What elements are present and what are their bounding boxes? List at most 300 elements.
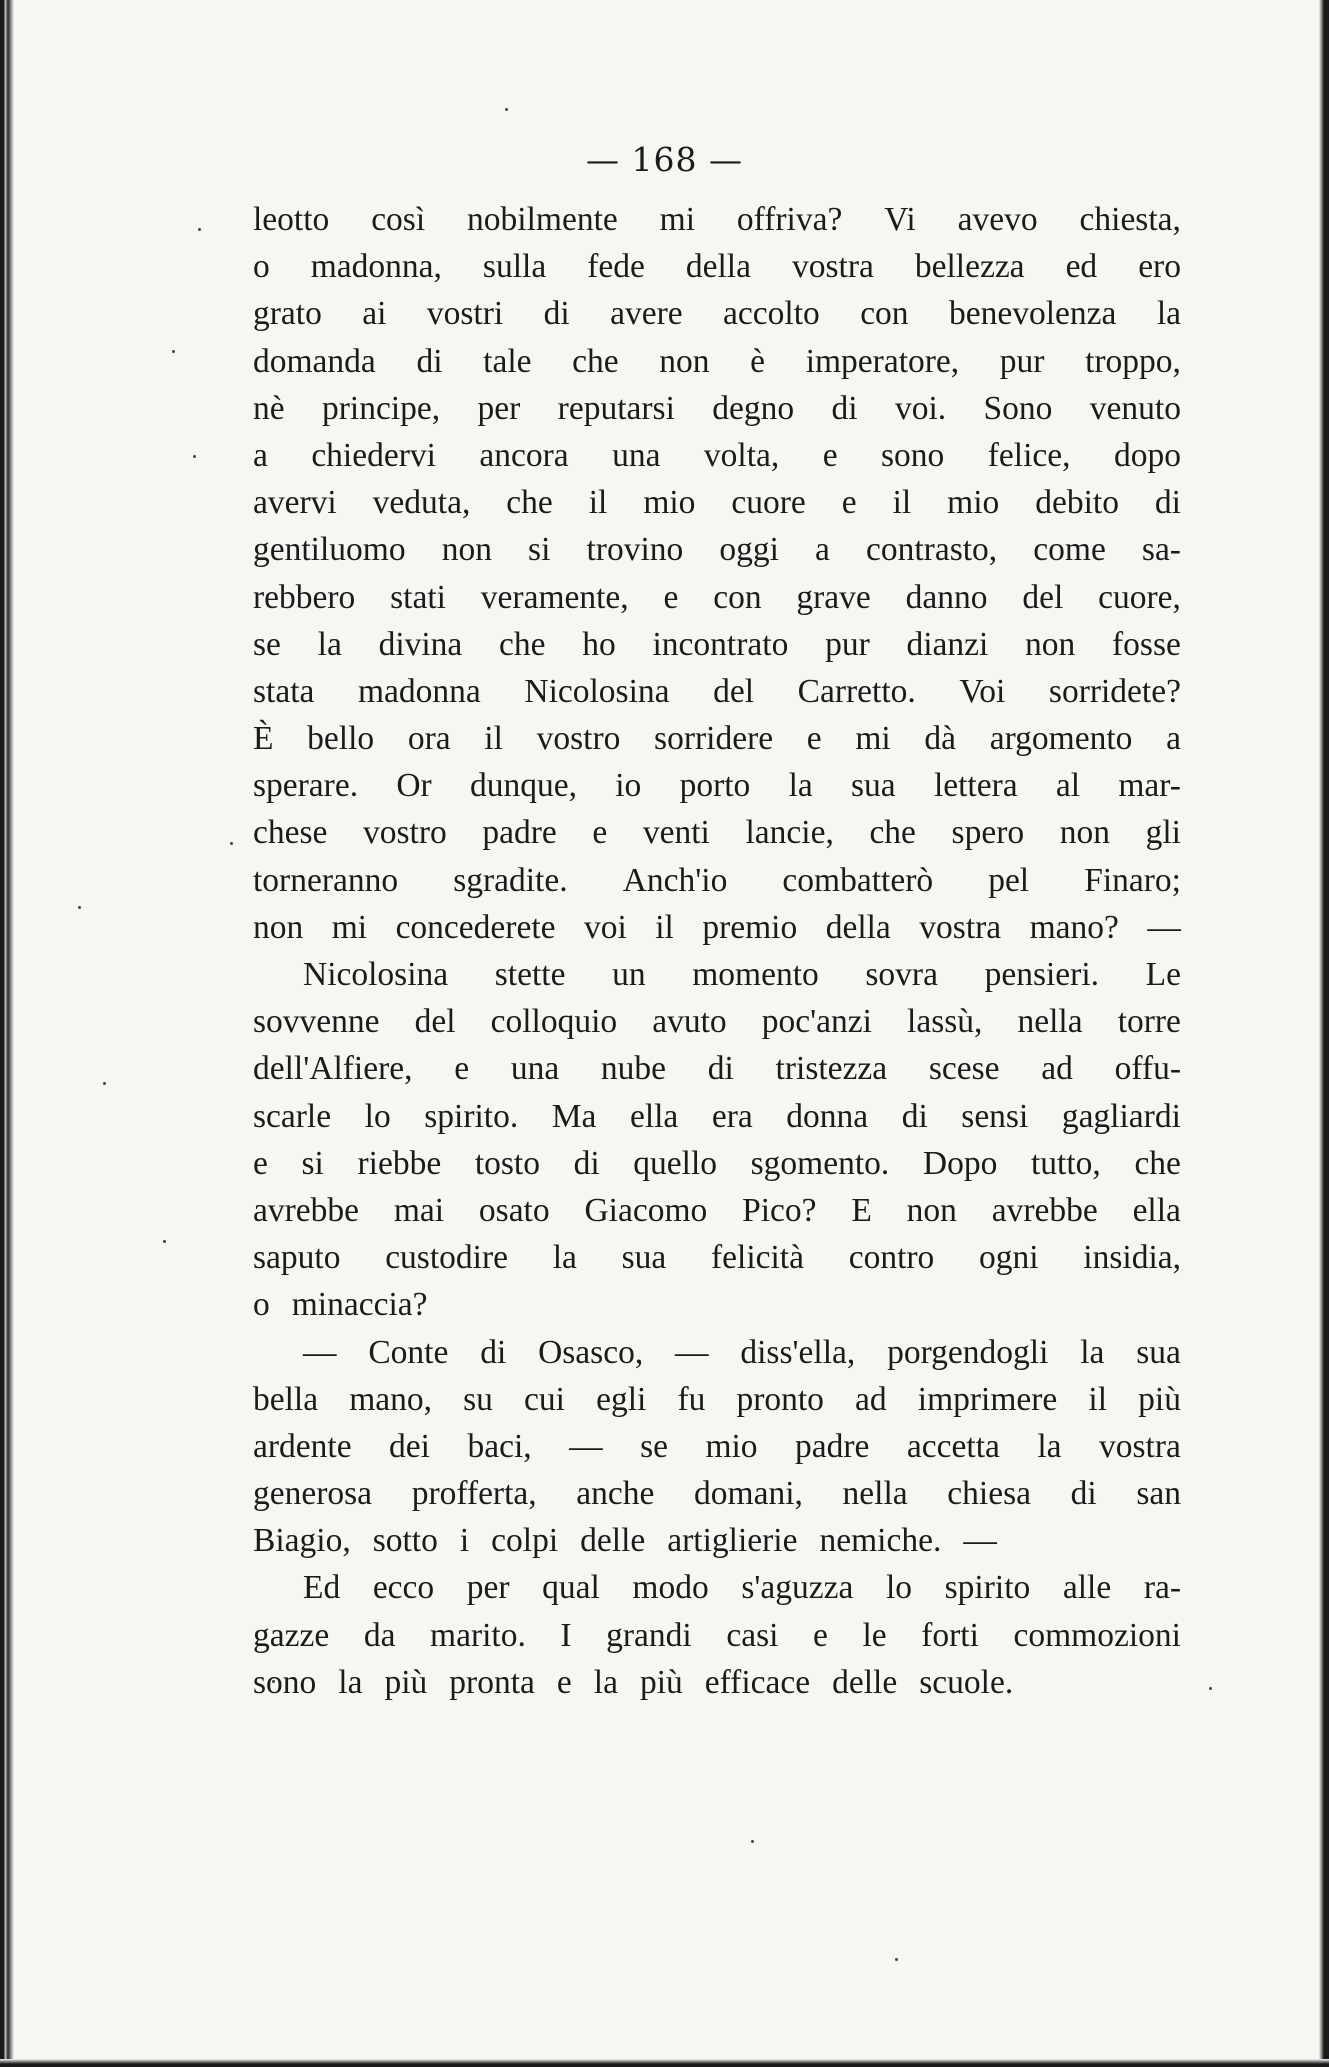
word: artiglierie <box>667 1522 798 1560</box>
word: accetta <box>906 1427 1000 1465</box>
word: lancie, <box>745 814 834 852</box>
word: di <box>901 1097 928 1135</box>
word: più <box>384 1663 428 1701</box>
word: imperatore, <box>805 342 960 380</box>
word: un <box>612 956 646 993</box>
word: di <box>543 295 570 333</box>
word: una <box>612 436 661 474</box>
word: torre <box>1117 1003 1181 1041</box>
word: avervi <box>253 484 337 522</box>
text-line <box>253 1612 1181 1659</box>
word: su <box>463 1380 493 1418</box>
word: Voi <box>959 672 1006 710</box>
word: bellezza <box>914 248 1025 286</box>
word: di <box>1070 1475 1097 1513</box>
word: incontrato <box>652 625 789 663</box>
word: veduta, <box>372 484 471 522</box>
word: pur <box>825 625 870 663</box>
word: di <box>480 1333 507 1371</box>
word: non <box>1059 814 1110 852</box>
word: che <box>506 484 553 522</box>
word: Le <box>1145 956 1181 993</box>
word: era <box>711 1097 753 1135</box>
word: e <box>556 1663 572 1701</box>
word: imprimere <box>917 1380 1058 1418</box>
text-line <box>253 574 1181 621</box>
word: oggi <box>719 531 779 569</box>
text-line <box>253 1470 1181 1517</box>
word: — <box>303 1333 337 1371</box>
word: lo <box>364 1097 391 1135</box>
word: del <box>1022 578 1064 616</box>
word: ho <box>582 625 616 663</box>
word: colpi <box>491 1522 559 1560</box>
word: chiedervi <box>311 436 436 474</box>
word: fede <box>587 248 645 286</box>
word: anche <box>576 1475 655 1513</box>
word: nella <box>842 1475 908 1513</box>
word: più <box>639 1663 683 1701</box>
paragraph-last-line <box>253 1517 1181 1564</box>
text-line <box>253 668 1181 715</box>
word: troppo, <box>1085 342 1181 380</box>
word: scarle <box>253 1097 332 1135</box>
word: bello <box>307 720 375 758</box>
word: domanda <box>253 342 376 380</box>
word: di <box>416 342 443 380</box>
word: Dopo <box>922 1144 998 1182</box>
word: il <box>1088 1380 1108 1418</box>
word: o <box>253 248 270 286</box>
word: Finaro; <box>1084 861 1181 899</box>
word: ecco <box>372 1569 435 1607</box>
word: Sono <box>983 389 1053 427</box>
word: madonna <box>357 672 481 710</box>
word: grave <box>796 578 871 616</box>
word: insidia, <box>1083 1239 1181 1277</box>
word: la <box>317 625 342 663</box>
word: ad <box>1041 1050 1073 1088</box>
word: — <box>569 1427 603 1465</box>
word: saputo <box>253 1239 341 1277</box>
word: tutto, <box>1031 1144 1101 1182</box>
word: alle <box>1062 1569 1112 1607</box>
word: poc'anzi <box>761 1003 872 1041</box>
text-line <box>253 998 1181 1045</box>
text-line <box>253 290 1181 337</box>
word: nè <box>253 389 285 427</box>
text-line <box>253 1376 1181 1423</box>
word: premio <box>702 908 798 946</box>
word: delle <box>580 1522 646 1560</box>
word: argomento <box>989 720 1133 758</box>
word: mi <box>659 201 696 238</box>
word: ogni <box>979 1239 1039 1277</box>
paragraph-first-line <box>253 1329 1181 1376</box>
word: leotto <box>253 201 330 238</box>
word: il <box>892 484 912 522</box>
word: stette <box>494 956 566 993</box>
word: delle <box>832 1663 898 1701</box>
word: mio <box>643 484 696 522</box>
word: Nicolosina <box>303 956 449 993</box>
word: sovvenne <box>253 1003 380 1041</box>
word: danno <box>905 578 988 616</box>
word: dell'Alfiere, <box>253 1050 413 1088</box>
word: fu <box>677 1380 706 1418</box>
scan-speck <box>163 1240 166 1243</box>
text-line <box>253 621 1181 668</box>
word: si <box>528 531 551 569</box>
word: per <box>466 1569 510 1607</box>
word: sovra <box>865 956 938 993</box>
word: offriva? <box>736 201 843 238</box>
word: sperare. <box>253 767 359 805</box>
word: e <box>822 436 838 474</box>
word: porgendogli <box>887 1333 1049 1371</box>
word: cuore <box>731 484 806 522</box>
word: combatterò <box>782 861 934 899</box>
word: volta, <box>703 436 780 474</box>
word: sorridere <box>654 720 774 758</box>
word: mi <box>331 908 368 946</box>
word: il <box>655 908 674 946</box>
text-line <box>253 1234 1181 1281</box>
word: stati <box>390 578 446 616</box>
text-line <box>253 1093 1181 1140</box>
word: voi <box>583 908 627 946</box>
word: stata <box>253 672 315 710</box>
word: la <box>552 1239 577 1277</box>
body-text <box>253 196 1181 1706</box>
word: che <box>1134 1144 1181 1182</box>
word: nella <box>1017 1003 1083 1041</box>
word: Carretto. <box>797 672 916 710</box>
word: ero <box>1138 248 1181 286</box>
text-line <box>253 857 1181 904</box>
text-line <box>253 715 1181 762</box>
word: ora <box>407 720 451 758</box>
word: padre <box>795 1427 870 1465</box>
word: le <box>862 1616 887 1654</box>
word: di <box>1154 484 1181 522</box>
word: si <box>301 1144 324 1182</box>
word: mio <box>947 484 1000 522</box>
word: benevolenza <box>948 295 1117 333</box>
word: sorridete? <box>1048 672 1181 710</box>
paragraph-first-line <box>253 951 1181 998</box>
word: se <box>253 625 281 663</box>
word: grato <box>253 295 322 333</box>
word: ardente <box>253 1427 352 1465</box>
word: a <box>1166 720 1181 758</box>
word: reputarsi <box>557 389 675 427</box>
word: e <box>841 484 857 522</box>
word: vostro <box>363 814 447 852</box>
word: la <box>593 1663 618 1701</box>
word: padre <box>482 814 557 852</box>
word: forti <box>921 1616 979 1654</box>
word: nobilmente <box>467 201 618 238</box>
word: il <box>484 720 503 758</box>
word: sono <box>881 436 945 474</box>
word: debito <box>1035 484 1119 522</box>
word: avere <box>610 295 683 333</box>
text-line <box>253 243 1181 290</box>
word: della <box>825 908 891 946</box>
word: il <box>588 484 608 522</box>
word: gentiluomo <box>253 531 406 569</box>
word: sulla <box>482 248 547 286</box>
text-line <box>253 479 1181 526</box>
word: ai <box>362 295 387 333</box>
word: spirito. <box>424 1097 519 1135</box>
word: e <box>806 720 822 758</box>
word: diss'ella, <box>740 1333 856 1371</box>
word: felicità <box>710 1239 804 1277</box>
word: mano, <box>349 1380 433 1418</box>
text-line <box>253 904 1181 951</box>
word: scese <box>928 1050 1000 1088</box>
word: la <box>788 767 813 805</box>
word: modo <box>632 1569 709 1607</box>
word: san <box>1136 1475 1181 1513</box>
word: sensi <box>961 1097 1029 1135</box>
word: ed <box>1065 248 1098 286</box>
word: gli <box>1145 814 1181 852</box>
word: generosa <box>253 1475 373 1513</box>
scan-speck <box>505 108 508 111</box>
word: la <box>338 1663 363 1701</box>
word: osato <box>478 1191 550 1229</box>
word: sotto <box>372 1522 438 1560</box>
word: non <box>441 531 492 569</box>
word: spero <box>951 814 1025 852</box>
word: gagliardi <box>1061 1097 1181 1135</box>
word: a <box>253 436 268 474</box>
word: vostra <box>1099 1427 1181 1465</box>
word: contrasto, <box>866 531 998 569</box>
word: nemiche. <box>819 1522 942 1560</box>
word: mar- <box>1118 767 1181 805</box>
paragraph-last-line <box>253 1659 1181 1706</box>
word: s'aguzza <box>741 1569 854 1607</box>
word: donna <box>786 1097 869 1135</box>
word: e <box>813 1616 828 1654</box>
word: grandi <box>606 1616 692 1654</box>
word: sgomento. <box>750 1144 890 1182</box>
word: — <box>675 1333 709 1371</box>
word: chiesta, <box>1079 201 1181 238</box>
word: lassù, <box>907 1003 983 1041</box>
text-line <box>253 432 1181 479</box>
word: Ed <box>303 1569 341 1607</box>
word: dei <box>389 1427 430 1465</box>
word: venuto <box>1089 389 1181 427</box>
text-line <box>253 385 1181 432</box>
text-line <box>253 1187 1181 1234</box>
word: e <box>663 578 679 616</box>
word: Or <box>396 767 432 805</box>
word: pensieri. <box>984 956 1099 993</box>
word: colloquio <box>490 1003 618 1041</box>
word: avevo <box>957 201 1038 238</box>
word: più <box>1138 1380 1181 1418</box>
word: rebbero <box>253 578 356 616</box>
word: mi <box>855 720 891 758</box>
page-number: — 168 — <box>586 140 743 179</box>
word: I <box>560 1616 572 1654</box>
word: ad <box>855 1380 887 1418</box>
word: riebbe <box>357 1144 442 1182</box>
word: accolto <box>723 295 820 333</box>
word: di <box>831 389 858 427</box>
word: tale <box>483 342 532 380</box>
paragraph-last-line <box>253 1281 1181 1328</box>
text-line <box>253 196 1181 243</box>
word: sua <box>1136 1333 1181 1371</box>
word: mano? <box>1029 908 1119 946</box>
word: o <box>253 1286 270 1324</box>
word: è <box>750 342 766 380</box>
text-line <box>253 762 1181 809</box>
word: avrebbe <box>991 1191 1098 1229</box>
word: momento <box>692 956 819 993</box>
word: divina <box>378 625 463 663</box>
word: sa- <box>1141 531 1181 569</box>
word: casi <box>726 1616 779 1654</box>
word: egli <box>596 1380 647 1418</box>
word: felice, <box>987 436 1071 474</box>
word: domani, <box>694 1475 803 1513</box>
paragraph-first-line <box>253 1564 1181 1611</box>
word: profferta, <box>411 1475 537 1513</box>
word: ra- <box>1143 1569 1181 1607</box>
word: di <box>573 1144 600 1182</box>
word: efficace <box>704 1663 811 1701</box>
word: avuto <box>652 1003 727 1041</box>
word: Nicolosina <box>524 672 670 710</box>
word: contro <box>848 1239 935 1277</box>
word: come <box>1033 531 1106 569</box>
word: degno <box>712 389 795 427</box>
word: voi. <box>894 389 947 427</box>
word: dopo <box>1113 436 1181 474</box>
word: trovino <box>586 531 684 569</box>
word: non <box>906 1191 957 1229</box>
scan-speck <box>751 1840 754 1843</box>
word: di <box>707 1050 734 1088</box>
word: una <box>510 1050 560 1088</box>
word: scuole. <box>919 1663 1014 1701</box>
word: Giacomo <box>584 1191 708 1229</box>
word: Conte <box>368 1333 449 1371</box>
word: così <box>371 201 426 238</box>
word: minaccia? <box>291 1286 428 1324</box>
word: sono <box>253 1663 317 1701</box>
word: dunque, <box>469 767 577 805</box>
word: e <box>592 814 608 852</box>
word: tosto <box>474 1144 540 1182</box>
word: nube <box>600 1050 667 1088</box>
word: vostro <box>536 720 621 758</box>
word: pel <box>988 861 1030 899</box>
word: con <box>860 295 909 333</box>
word: pur <box>999 342 1045 380</box>
word: che <box>869 814 916 852</box>
word: — <box>963 1522 997 1560</box>
word: dà <box>924 720 957 758</box>
word: del <box>414 1003 456 1041</box>
word: la <box>1037 1427 1062 1465</box>
word: Ma <box>551 1097 597 1135</box>
word: della <box>685 248 751 286</box>
word: porto <box>679 767 751 805</box>
word: principe, <box>322 389 441 427</box>
word: tristezza <box>775 1050 888 1088</box>
word: i <box>459 1522 470 1560</box>
word: la <box>1156 295 1181 333</box>
scan-speck <box>1209 1687 1212 1690</box>
word: veramente, <box>480 578 629 616</box>
word: custodire <box>385 1239 508 1277</box>
scan-edge-right <box>1319 0 1329 2067</box>
word: che <box>499 625 546 663</box>
word: sua <box>851 767 896 805</box>
scan-speck <box>230 842 233 845</box>
word: che <box>572 342 619 380</box>
word: del <box>713 672 755 710</box>
word: E <box>851 1191 872 1229</box>
word: la <box>1080 1333 1105 1371</box>
word: madonna, <box>310 248 442 286</box>
word: chese <box>253 814 328 852</box>
word: gazze <box>253 1616 330 1654</box>
scan-speck <box>198 228 201 231</box>
word: pronta <box>449 1663 535 1701</box>
text-line <box>253 809 1181 856</box>
word: dianzi <box>906 625 989 663</box>
word: torneranno <box>253 861 399 899</box>
text-line <box>253 1423 1181 1470</box>
word: mai <box>393 1191 445 1229</box>
scan-speck <box>78 906 81 909</box>
word: per <box>477 389 521 427</box>
text-line <box>253 1140 1181 1187</box>
word: mio <box>705 1427 758 1465</box>
word: sua <box>621 1239 667 1277</box>
word: Biagio, <box>253 1522 351 1560</box>
word: Pico? <box>742 1191 817 1229</box>
word: venti <box>642 814 710 852</box>
word: offu- <box>1114 1050 1181 1088</box>
scan-edge-bottom <box>0 2059 1329 2067</box>
word: — <box>1147 908 1181 946</box>
word: lo <box>885 1569 913 1607</box>
word: quello <box>633 1144 718 1182</box>
word: sgradite. <box>453 861 568 899</box>
word: ancora <box>479 436 569 474</box>
word: Vi <box>884 201 916 238</box>
word: Osasco, <box>538 1333 644 1371</box>
word: io <box>615 767 642 805</box>
text-line <box>253 338 1181 385</box>
word: lettera <box>933 767 1018 805</box>
word: da <box>363 1616 396 1654</box>
word: fosse <box>1112 625 1181 663</box>
scan-speck <box>895 1958 898 1961</box>
word: baci, <box>467 1427 532 1465</box>
